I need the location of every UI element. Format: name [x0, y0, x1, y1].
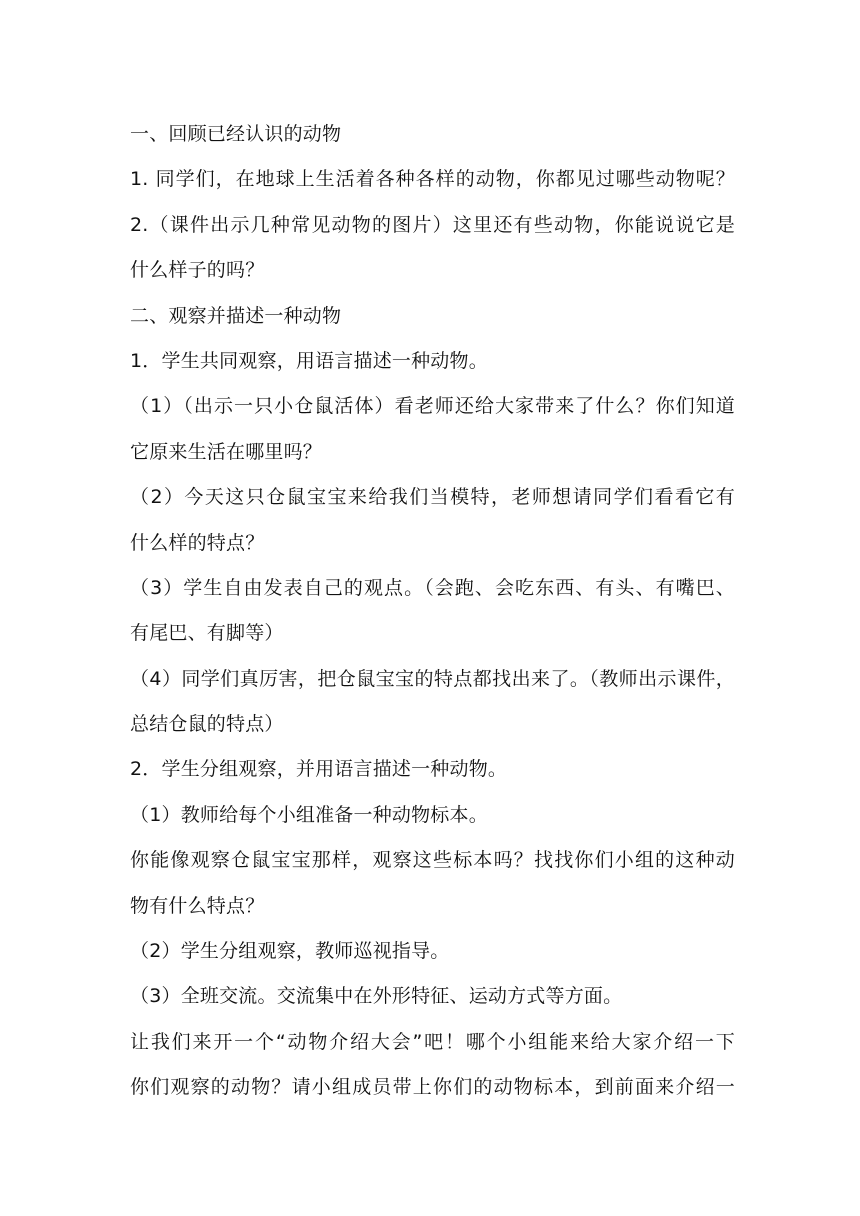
paragraph-line: 物有什么特点？	[130, 894, 265, 917]
section-heading-1: 一、回顾已经认识的动物	[130, 123, 342, 145]
paragraph-line: 总结仓鼠的特点）	[130, 713, 284, 736]
document-body	[130, 112, 735, 1111]
paragraph-line: （2）学生分组观察，教师巡视指导。	[130, 940, 450, 963]
paragraph-line: 1. 同学们，在地球上生活着各种各样的动物，你都见过哪些动物呢？	[130, 168, 735, 191]
paragraph-line: （3）全班交流。交流集中在外形特征、运动方式等方面。	[130, 985, 623, 1008]
paragraph-line: （3）学生自由发表自己的观点。（会跑、会吃东西、有头、有嘴巴、	[130, 576, 735, 599]
section-heading-2: 二、观察并描述一种动物	[130, 304, 342, 327]
paragraph-line: （2）今天这只仓鼠宝宝来给我们当模特，老师想请同学们看看它有	[130, 486, 735, 509]
paragraph-line: 让我们来开一个“动物介绍大会”吧！哪个小组能来给大家介绍一下	[130, 1030, 735, 1053]
paragraph-line: （1）教师给每个小组准备一种动物标本。	[130, 803, 488, 826]
paragraph-line: （1）（出示一只小仓鼠活体）看老师还给大家带来了什么？你们知道	[130, 395, 735, 418]
paragraph-line: 2．学生分组观察，并用语言描述一种动物。	[130, 758, 508, 781]
paragraph-line: （4）同学们真厉害，把仓鼠宝宝的特点都找出来了。（教师出示课件，	[130, 667, 735, 690]
paragraph-line: 它原来生活在哪里吗？	[130, 440, 323, 463]
paragraph-line: 你能像观察仓鼠宝宝那样，观察这些标本吗？找找你们小组的这种动	[130, 849, 735, 872]
paragraph-line: 你们观察的动物？请小组成员带上你们的动物标本，到前面来介绍一	[130, 1076, 735, 1099]
paragraph-line: 2.（课件出示几种常见动物的图片）这里还有些动物，你能说说它是	[130, 213, 735, 236]
paragraph-line: 什么样的特点？	[130, 531, 265, 554]
paragraph-line: 有尾巴、有脚等）	[130, 622, 284, 645]
paragraph-line: 什么样子的吗？	[130, 259, 265, 282]
paragraph-line: 1．学生共同观察，用语言描述一种动物。	[130, 349, 488, 372]
